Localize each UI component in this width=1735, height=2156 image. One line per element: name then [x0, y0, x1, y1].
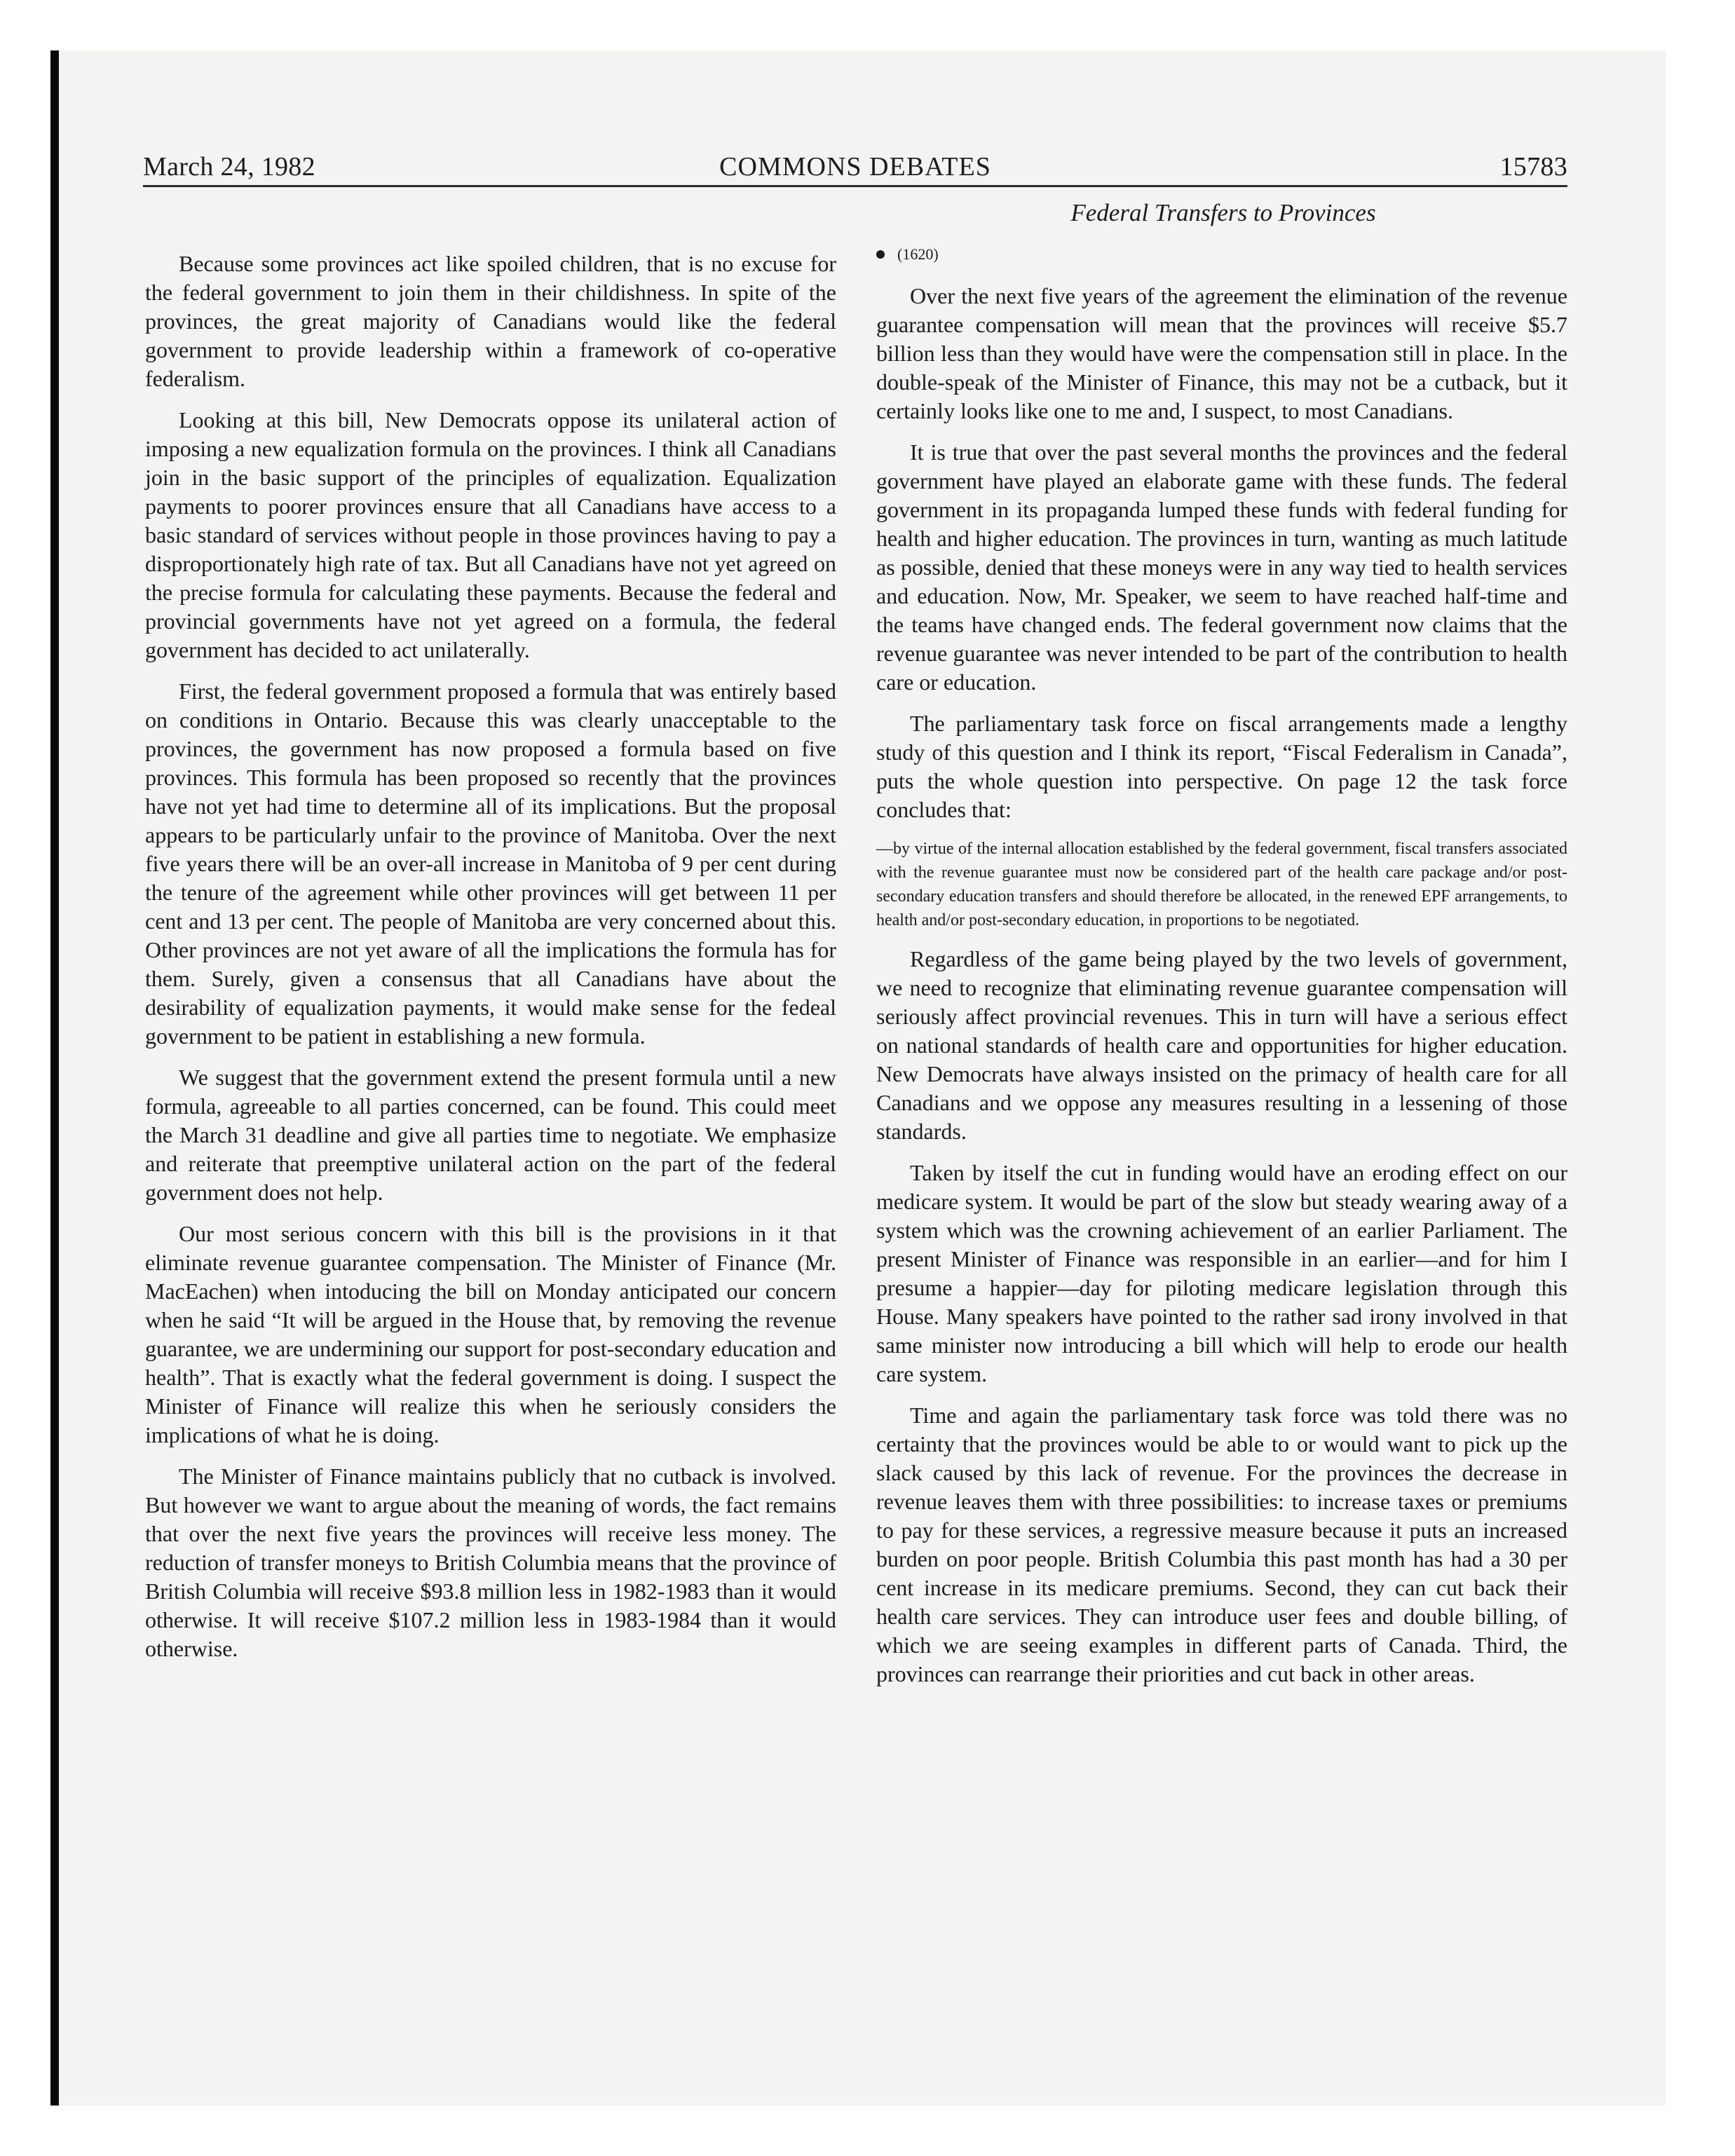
bullet-icon — [876, 250, 885, 259]
paragraph: Time and again the parliamentary task force was told there was no certainty that the provinces would be able to or would want to pick up the slack caused by this lack of revenue. For the provinces the decrease in revenue leaves them with three possibilities: to increase taxes or premiums to pay for these services, a regressive measure because it puts an increased burden on poor people. British Columbia this past month has had a 30 per cent increase in its medicare premiums. Second, they can cut back their health care services. They can introduce user fees and double billing, of which we are seeing examples in different parts of Canada. Third, the provinces can rearrange their priorities and cut back in other areas. — [876, 1403, 1567, 1686]
time-marker — [876, 244, 1567, 265]
running-head: Federal Transfers to Provinces — [1070, 199, 1376, 226]
paragraph: The Minister of Finance maintains publicly that no cutback is involved. But however we want to argue about the meaning of words, the fact remains that over the next five years the provinces will receive less money. The reduction of transfer moneys to British Columbia means that the province of British Columbia will receive $93.8 million less in 1982-1983 than it would otherwise. It will receive $107.2 million less in 1983-1984 than it would otherwise. — [145, 1464, 836, 1661]
header-date: March 24, 1982 — [143, 152, 315, 182]
paragraph: First, the federal government proposed a formula that was entirely based on conditions in Ontario. Because this was clearly unacceptable to the provinces, the government has now proposed a formula based on five provinces. This formula has been proposed so recently that the provinces have not yet had time to determine all of its implications. But the proposal appears to be particularly unfair to the province of Manitoba. Over the next five years there will be an over-all increase in Manitoba of 9 per cent during the tenure of the agreement while other provinces will get between 11 per cent and 13 per cent. The people of Manitoba are very concerned about this. Other provinces are not yet aware of all the implications the formula has for them. Surely, given a consensus that all Canadians have about the desirability of equalization payments, it would make sense for the fedeal government to be patient in establishing a new formula. — [145, 678, 836, 1049]
paragraph: Over the next five years of the agreement the elimination of the revenue guarantee compensation will mean that the provinces will receive $5.7 billion less than they would have were the compensation still in place. In the double-speak of the Minister of Finance, this may not be a cutback, but it certainly looks like one to me and, I suspect, to most Canadians. — [876, 283, 1567, 423]
time-marker-text: (1620) — [897, 245, 939, 263]
page-number: 15783 — [1499, 152, 1567, 182]
block-quote: —by virtue of the internal allocation established by the federal government, fiscal transfers associated with the revenue guarantee must now be considered part of the health care package and/or post-secondary education transfers and should therefore be allocated, in the renewed EPF arrangements, to health and/or post-secondary education, in proportions to be negotiated. — [876, 840, 1567, 929]
header-rule — [143, 185, 1567, 187]
left-column — [145, 250, 836, 1676]
paragraph: Because some provinces act like spoiled children, that is no excuse for the federal government to join them in their childishness. In spite of the provinces, the great majority of Canadians would like the federal government to provide leadership within a framework of co-operative federalism. — [145, 251, 836, 391]
paragraph: We suggest that the government extend the present formula until a new formula, agreeable to all parties concerned, can be found. This could meet the March 31 deadline and give all parties time to negotiate. We emphasize and reiterate that preemptive unilateral action on the part of the federal government does not help. — [145, 1065, 836, 1205]
paragraph: It is true that over the past several months the provinces and the federal government have played an elaborate game with these funds. The federal government in its propaganda lumped these funds with federal funding for health and higher education. The provinces in turn, wanting as much latitude as possible, denied that these moneys were in any way tied to health services and education. Now, Mr. Speaker, we seem to have reached half-time and the teams have changed ends. The federal government now claims that the revenue guarantee was never intended to be part of the contribution to health care or education. — [876, 439, 1567, 695]
right-column — [876, 244, 1567, 1701]
paragraph: Regardless of the game being played by the two levels of government, we need to recognize that eliminating revenue guarantee compensation will seriously affect provincial revenues. This in turn will have a serious effect on national standards of health care and opportunities for higher education. New Democrats have always insisted on the primacy of health care for all Canadians and we oppose any measures resulting in a lessening of those standards. — [876, 946, 1567, 1144]
binding-edge — [50, 50, 59, 2106]
header-title: COMMONS DEBATES — [719, 152, 991, 182]
paragraph: Taken by itself the cut in funding would have an eroding effect on our medicare system. It would be part of the slow but steady wearing away of a system which was the crowning achievement of an earlier Parliament. The present Minister of Finance was responsible in an earlier—and for him I presume a happier—day for piloting medicare legislation through this House. Many speakers have pointed to the rather sad irony involved in that same minister now introducing a bill which will help to erode our health care system. — [876, 1160, 1567, 1386]
page-header — [143, 149, 1567, 188]
paragraph: Looking at this bill, New Democrats oppose its unilateral action of imposing a new equalization formula on the provinces. I think all Canadians join in the basic support of the principles of equalization. Equalization payments to poorer provinces ensure that all Canadians have access to a basic standard of services without people in those provinces having to pay a disproportionately high rate of tax. But all Canadians have not yet agreed on the precise formula for calculating these payments. Because the federal and provincial governments have not yet agreed on a formula, the federal government has decided to act unilaterally. — [145, 407, 836, 662]
paragraph: The parliamentary task force on fiscal arrangements made a lengthy study of this question and I think its report, “Fiscal Federalism in Canada”, puts the whole question into perspective. On page 12 the task force concludes that: — [876, 711, 1567, 822]
paragraph: Our most serious concern with this bill is the provisions in it that eliminate revenue guarantee compensation. The Minister of Finance (Mr. MacEachen) when intoducing the bill on Monday anticipated our concern when he said “It will be argued in the House that, by removing the revenue guarantee, we are undermining our support for post-secondary education and health”. That is exactly what the federal government is doing. I suspect the Minister of Finance will realize this when he seriously considers the implications of what he is doing. — [145, 1221, 836, 1447]
